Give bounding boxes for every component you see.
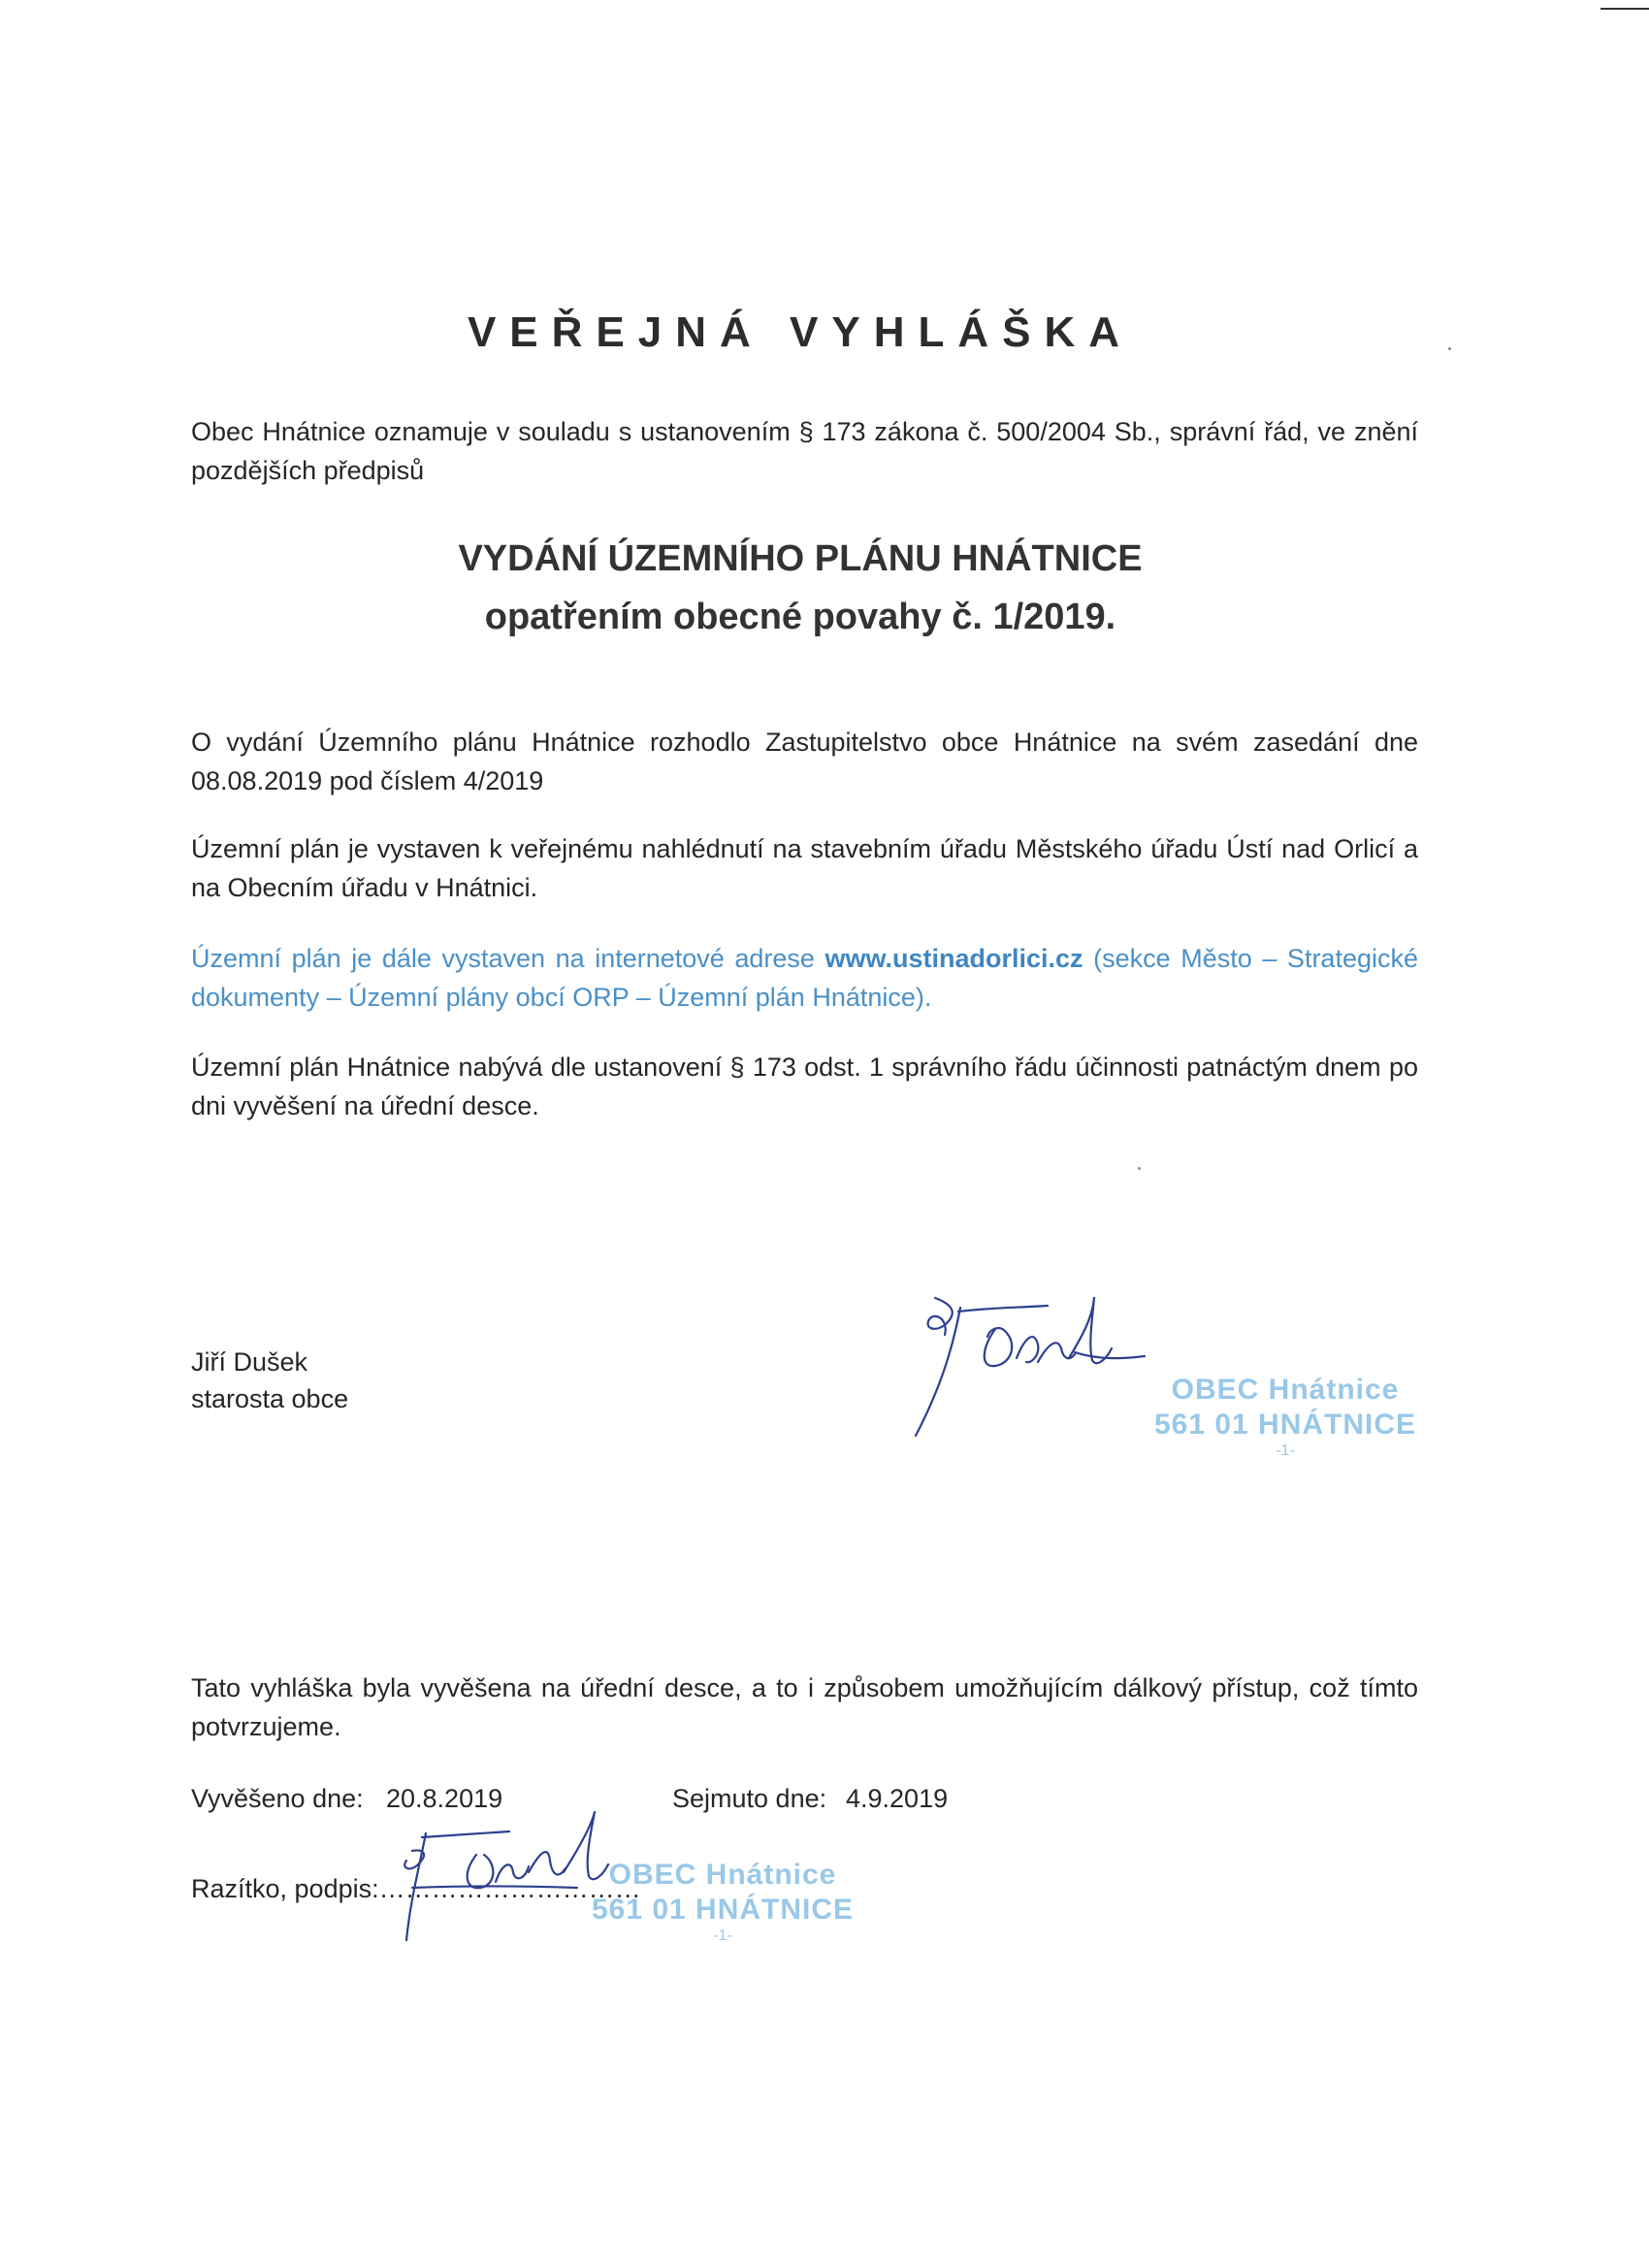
municipal-stamp-posting — [567, 1858, 878, 1945]
online-availability-paragraph — [191, 939, 1418, 1017]
scan-speck — [1138, 1167, 1141, 1170]
stamp-line-2: 561 01 HNÁTNICE — [1153, 1409, 1417, 1441]
municipal-stamp — [1130, 1373, 1440, 1460]
signer-role: starosta obce — [191, 1384, 349, 1413]
decision-paragraph: O vydání Územního plánu Hnátnice rozhodlo Zastupitelstvo obce Hnátnice na svém zasedání dne 08.08.2019 pod číslem 4/2019 — [191, 728, 1418, 795]
stamp-line-3: -1- — [713, 1928, 732, 1944]
removed-label: Sejmuto dne: — [672, 1784, 827, 1813]
intro-paragraph: Obec Hnátnice oznamuje v souladu s ustanovením § 173 zákona č. 500/2004 Sb., správní řád, ve znění pozdějších předpisů — [191, 417, 1418, 485]
stamp-line-2: 561 01 HNÁTNICE — [591, 1894, 855, 1926]
signature-dotted-line: ………………………… — [378, 1874, 641, 1903]
heading-line-2: opatřením obecné povahy č. 1/2019. — [484, 597, 1116, 637]
removed-date: 4.9.2019 — [846, 1784, 949, 1813]
availability-paragraph: Územní plán je vystaven k veřejnému nahlédnutí na stavebním úřadu Městského úřadu Ústí nad Orlicí a na Obecním úřadu v Hnátnici. — [191, 834, 1418, 902]
stamp-signature-text: Razítko, podpis: — [191, 1874, 379, 1903]
signer-name: Jiří Dušek — [191, 1347, 308, 1377]
posted-label: Vyvěšeno dne: — [191, 1784, 364, 1813]
heading-line-1: VYDÁNÍ ÚZEMNÍHO PLÁNU HNÁTNICE — [458, 538, 1143, 579]
stamp-line-3: -1- — [1276, 1442, 1295, 1459]
stamp-line-1: OBEC Hnátnice — [608, 1859, 837, 1891]
posting-note: Tato vyhláška byla vyvěšena na úřední desce, a to i způsobem umožňujícím dálkový přístup, což tímto potvrzujeme. — [191, 1673, 1418, 1741]
posted-date: 20.8.2019 — [386, 1784, 503, 1813]
website-link[interactable]: www.ustinadorlici.cz — [824, 944, 1083, 973]
scan-edge-mark — [1600, 8, 1649, 10]
online-text-after: (sekce Město – Strategické dokumenty – Územní plány obcí ORP – Územní plán Hnátnice). — [191, 944, 1418, 1012]
online-text-before: Územní plán je dále vystaven na internetové adrese — [191, 944, 825, 973]
stamp-line-1: OBEC Hnátnice — [1171, 1374, 1400, 1406]
effectiveness-paragraph: Územní plán Hnátnice nabývá dle ustanovení § 173 odst. 1 správního řádu účinnosti patnáctým dnem po dni vyvěšení na úřední desce. — [191, 1053, 1418, 1120]
document-title: VEŘEJNÁ VYHLÁŠKA — [467, 308, 1134, 356]
